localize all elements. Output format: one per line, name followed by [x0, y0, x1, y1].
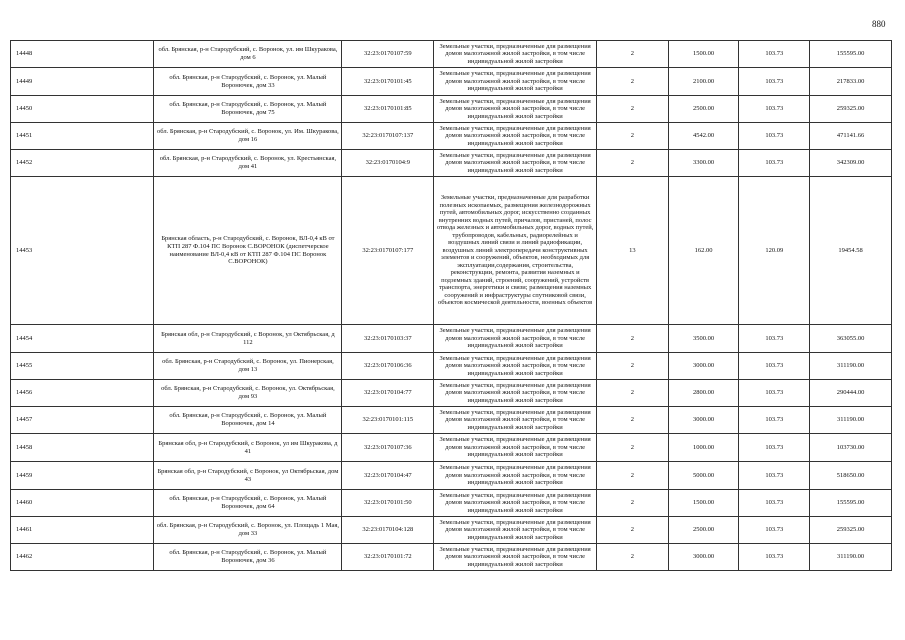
- row-code: 2: [596, 462, 668, 490]
- row-cadastral-number: 32:23:0170103:37: [342, 325, 434, 353]
- row-value: 259325.00: [810, 96, 892, 123]
- row-code: 2: [596, 68, 668, 96]
- row-area: 1500.00: [668, 41, 739, 68]
- row-value: 311190.00: [810, 544, 892, 571]
- row-code: 2: [596, 353, 668, 380]
- table-row: [11, 380, 892, 407]
- row-rate: 103.73: [739, 490, 810, 517]
- row-rate: 103.73: [739, 407, 810, 434]
- row-address: обл. Брянская, р-н Стародубский, с. Воронок, ул. Малый Воронючек, дом 36: [154, 544, 342, 571]
- row-value: 342309.00: [810, 150, 892, 177]
- row-id: 14451: [11, 123, 154, 150]
- row-code: 2: [596, 325, 668, 353]
- row-code: 13: [596, 177, 668, 325]
- row-id: 14455: [11, 353, 154, 380]
- row-code: 2: [596, 150, 668, 177]
- row-area: 2500.00: [668, 96, 739, 123]
- row-address: обл. Брянская, р-н Стародубский, с. Воронок, ул. Малый Воронючек, дом 64: [154, 490, 342, 517]
- row-value: 259325.00: [810, 517, 892, 544]
- row-purpose: Земельные участки, предназначенные для размещения домов малоэтажной жилой застройки, в том числе индивидуальной жилой застройки: [434, 544, 597, 571]
- row-id: 14452: [11, 150, 154, 177]
- row-id: 14461: [11, 517, 154, 544]
- row-cadastral-number: 32:23:0170107:177: [342, 177, 434, 325]
- row-code: 2: [596, 380, 668, 407]
- row-rate: 103.73: [739, 96, 810, 123]
- row-value: 290444.00: [810, 380, 892, 407]
- row-purpose: Земельные участки, предназначенные для разработки полезных ископаемых, размещения железнодорожных путей, автомобильных дорог, искусственно созданных внутренних водных путей, причалов, пристаней, полос отвода железных и автомобильных дорог, водных путей, трубопроводов, кабельных, радиорелейных и воздушных линий связи и линий радиофикации, воздушных линий электропередачи конструктивных элементов и сооружений, объектов, необходимых для эксплуатации,содержания, строительства, реконструкции, ремонта, развития наземных и подземных зданий, строений, сооружений, устройств транспорта, энергетики и связи; размещения наземных сооружений и инфраструктуры спутниковой связи, объектов космической деятельности, военных объектов: [434, 177, 597, 325]
- row-id: 14458: [11, 434, 154, 462]
- row-id: 14457: [11, 407, 154, 434]
- row-rate: 103.73: [739, 123, 810, 150]
- row-id: 14453: [11, 177, 154, 325]
- row-address: Брянская область, р-н Стародубский, с. Воронок, ВЛ-0,4 кВ от КТП 287 Ф.104 ПС Воронок С.ВОРОНОК (диспетчерское наименование ВЛ-0,4 кВ от КТП 287 Ф.104 ПС Воронок С.ВОРОНОК): [154, 177, 342, 325]
- row-rate: 103.73: [739, 462, 810, 490]
- row-id: 14448: [11, 41, 154, 68]
- table-row: [11, 490, 892, 517]
- table-row: [11, 434, 892, 462]
- row-area: 3000.00: [668, 353, 739, 380]
- row-purpose: Земельные участки, предназначенные для размещения домов малоэтажной жилой застройки, в том числе индивидуальной жилой застройки: [434, 407, 597, 434]
- row-cadastral-number: 32:23:0170104:77: [342, 380, 434, 407]
- table-row: [11, 177, 892, 325]
- row-value: 471141.66: [810, 123, 892, 150]
- row-cadastral-number: 32:23:0170104:47: [342, 462, 434, 490]
- row-address: Брянская обл, р-н Стародубский, с Воронок, ул им Шкуракова, д 41: [154, 434, 342, 462]
- row-address: Брянская обл, р-н Стародубский, с Воронок, ул Октябрьская, дом 43: [154, 462, 342, 490]
- page-number: 880: [872, 19, 886, 29]
- cadastral-register-table: [10, 40, 892, 571]
- row-rate: 120.09: [739, 177, 810, 325]
- row-area: 3300.00: [668, 150, 739, 177]
- table-row: [11, 407, 892, 434]
- row-cadastral-number: 32:23:0170104:128: [342, 517, 434, 544]
- row-cadastral-number: 32:23:0170101:50: [342, 490, 434, 517]
- row-address: обл. Брянская, р-н Стародубский, с. Воронок, ул. Площадь 1 Мая, дом 33: [154, 517, 342, 544]
- row-purpose: Земельные участки, предназначенные для размещения домов малоэтажной жилой застройки, в том числе индивидуальной жилой застройки: [434, 380, 597, 407]
- row-area: 2100.00: [668, 68, 739, 96]
- row-value: 155595.00: [810, 41, 892, 68]
- row-purpose: Земельные участки, предназначенные для размещения домов малоэтажной жилой застройки, в том числе индивидуальной жилой застройки: [434, 68, 597, 96]
- row-cadastral-number: 32:23:0170106:36: [342, 353, 434, 380]
- row-code: 2: [596, 544, 668, 571]
- row-code: 2: [596, 96, 668, 123]
- row-value: 217833.00: [810, 68, 892, 96]
- row-cadastral-number: 32:23:0170104:9: [342, 150, 434, 177]
- row-address: обл. Брянская, р-н Стародубский, с. Воронок, ул. им Шкуракова, дом 6: [154, 41, 342, 68]
- row-code: 2: [596, 434, 668, 462]
- row-value: 311190.00: [810, 353, 892, 380]
- row-purpose: Земельные участки, предназначенные для размещения домов малоэтажной жилой застройки, в том числе индивидуальной жилой застройки: [434, 434, 597, 462]
- row-id: 14450: [11, 96, 154, 123]
- row-purpose: Земельные участки, предназначенные для размещения домов малоэтажной жилой застройки, в том числе индивидуальной жилой застройки: [434, 490, 597, 517]
- row-value: 311190.00: [810, 407, 892, 434]
- row-value: 103730.00: [810, 434, 892, 462]
- table-row: [11, 517, 892, 544]
- row-area: 1000.00: [668, 434, 739, 462]
- row-cadastral-number: 32:23:0170101:115: [342, 407, 434, 434]
- row-purpose: Земельные участки, предназначенные для размещения домов малоэтажной жилой застройки, в том числе индивидуальной жилой застройки: [434, 325, 597, 353]
- row-area: 3000.00: [668, 544, 739, 571]
- row-cadastral-number: 32:23:0170107:137: [342, 123, 434, 150]
- row-rate: 103.73: [739, 380, 810, 407]
- row-purpose: Земельные участки, предназначенные для размещения домов малоэтажной жилой застройки, в том числе индивидуальной жилой застройки: [434, 353, 597, 380]
- row-area: 2800.00: [668, 380, 739, 407]
- row-purpose: Земельные участки, предназначенные для размещения домов малоэтажной жилой застройки, в том числе индивидуальной жилой застройки: [434, 150, 597, 177]
- row-area: 5000.00: [668, 462, 739, 490]
- row-area: 1500.00: [668, 490, 739, 517]
- row-address: обл. Брянская, р-н Стародубский, с. Воронок, ул. Пионерская, дом 13: [154, 353, 342, 380]
- row-code: 2: [596, 123, 668, 150]
- row-rate: 103.73: [739, 353, 810, 380]
- table-row: [11, 544, 892, 571]
- row-value: 363055.00: [810, 325, 892, 353]
- row-address: обл. Брянская, р-н Стародубский, с. Воронок, ул. Октябрьская, дом 93: [154, 380, 342, 407]
- row-purpose: Земельные участки, предназначенные для размещения домов малоэтажной жилой застройки, в том числе индивидуальной жилой застройки: [434, 517, 597, 544]
- row-cadastral-number: 32:23:0170107:59: [342, 41, 434, 68]
- row-address: обл. Брянская, р-н Стародубский, с. Воронок, ул. Малый Воронючек, дом 14: [154, 407, 342, 434]
- row-value: 155595.00: [810, 490, 892, 517]
- row-id: 14454: [11, 325, 154, 353]
- row-code: 2: [596, 407, 668, 434]
- row-area: 4542.00: [668, 123, 739, 150]
- row-id: 14449: [11, 68, 154, 96]
- table-row: [11, 150, 892, 177]
- row-area: 162.00: [668, 177, 739, 325]
- table-row: [11, 41, 892, 68]
- row-code: 2: [596, 517, 668, 544]
- row-area: 2500.00: [668, 517, 739, 544]
- row-id: 14462: [11, 544, 154, 571]
- row-rate: 103.73: [739, 68, 810, 96]
- row-address: обл. Брянская, р-н Стародубский, с. Воронок, ул. Малый Воронючек, дом 75: [154, 96, 342, 123]
- row-id: 14460: [11, 490, 154, 517]
- row-address: обл. Брянская, р-н Стародубский, с. Воронок, ул. Крестьянская, дом 41: [154, 150, 342, 177]
- table-row: [11, 353, 892, 380]
- row-purpose: Земельные участки, предназначенные для размещения домов малоэтажной жилой застройки, в том числе индивидуальной жилой застройки: [434, 462, 597, 490]
- row-cadastral-number: 32:23:0170101:45: [342, 68, 434, 96]
- row-value: 518650.00: [810, 462, 892, 490]
- row-purpose: Земельные участки, предназначенные для размещения домов малоэтажной жилой застройки, в том числе индивидуальной жилой застройки: [434, 96, 597, 123]
- row-purpose: Земельные участки, предназначенные для размещения домов малоэтажной жилой застройки, в том числе индивидуальной жилой застройки: [434, 41, 597, 68]
- row-rate: 103.73: [739, 517, 810, 544]
- row-area: 3500.00: [668, 325, 739, 353]
- row-address: обл. Брянская, р-н Стародубский, с. Воронок, ул. Малый Воронючек, дом 33: [154, 68, 342, 96]
- row-value: 19454.58: [810, 177, 892, 325]
- row-id: 14456: [11, 380, 154, 407]
- row-code: 2: [596, 41, 668, 68]
- row-cadastral-number: 32:23:0170101:85: [342, 96, 434, 123]
- row-rate: 103.73: [739, 41, 810, 68]
- row-address: Брянская обл, р-н Стародубский, с Воронок, ул Октябрьская, д 112: [154, 325, 342, 353]
- row-id: 14459: [11, 462, 154, 490]
- table-row: [11, 68, 892, 96]
- table-row: [11, 123, 892, 150]
- row-code: 2: [596, 490, 668, 517]
- row-cadastral-number: 32:23:0170101:72: [342, 544, 434, 571]
- row-rate: 103.73: [739, 150, 810, 177]
- table-row: [11, 96, 892, 123]
- row-rate: 103.73: [739, 544, 810, 571]
- row-address: обл. Брянская, р-н Стародубский, с. Воронок, ул. Им. Шкуракова, дом 16: [154, 123, 342, 150]
- table-row: [11, 325, 892, 353]
- row-area: 3000.00: [668, 407, 739, 434]
- row-cadastral-number: 32:23:0170107:36: [342, 434, 434, 462]
- row-purpose: Земельные участки, предназначенные для размещения домов малоэтажной жилой застройки, в том числе индивидуальной жилой застройки: [434, 123, 597, 150]
- row-rate: 103.73: [739, 434, 810, 462]
- row-rate: 103.73: [739, 325, 810, 353]
- table-row: [11, 462, 892, 490]
